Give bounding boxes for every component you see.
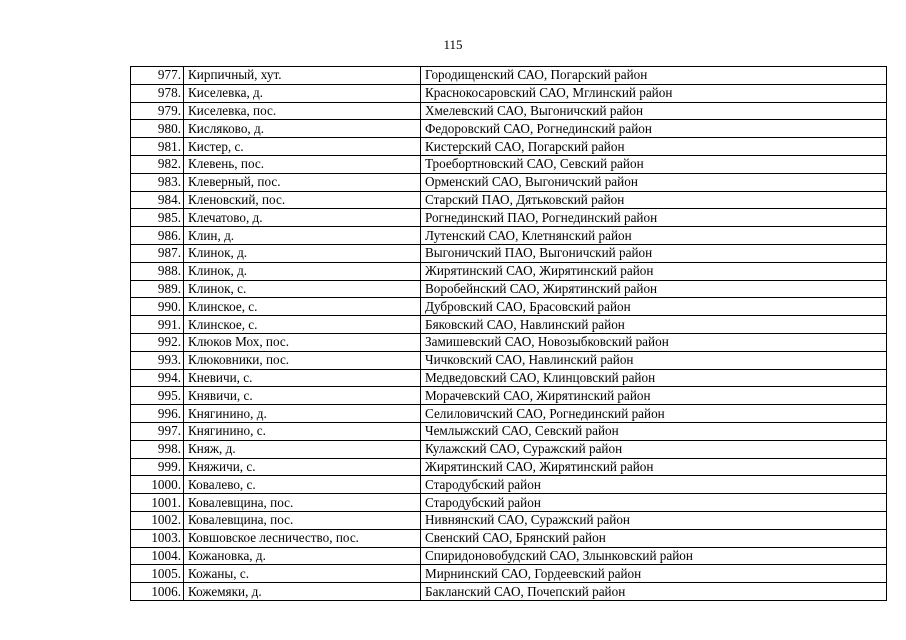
settlement-name-cell: Кожемяки, д. [184, 583, 421, 601]
row-number-cell: 987. [131, 244, 184, 262]
administration-cell: Нивнянский САО, Суражский район [421, 511, 887, 529]
settlement-name-cell: Клинское, с. [184, 316, 421, 334]
row-number-cell: 991. [131, 316, 184, 334]
administration-cell: Жирятинский САО, Жирятинский район [421, 458, 887, 476]
settlement-name-cell: Княвичи, с. [184, 387, 421, 405]
row-number-cell: 978. [131, 84, 184, 102]
table-row [131, 583, 887, 601]
administration-cell: Городищенский САО, Погарский район [421, 67, 887, 85]
table-row [131, 120, 887, 138]
table-row [131, 405, 887, 423]
settlement-name-cell: Клеверный, пос. [184, 173, 421, 191]
table-row [131, 316, 887, 334]
administration-cell: Селиловичский САО, Рогнединский район [421, 405, 887, 423]
table-row [131, 565, 887, 583]
table-row [131, 84, 887, 102]
row-number-cell: 990. [131, 298, 184, 316]
row-number-cell: 1000. [131, 476, 184, 494]
table-row [131, 67, 887, 85]
settlement-name-cell: Княгинино, с. [184, 422, 421, 440]
row-number-cell: 977. [131, 67, 184, 85]
table-row [131, 529, 887, 547]
row-number-cell: 1002. [131, 511, 184, 529]
table-body [131, 67, 887, 601]
table-row [131, 280, 887, 298]
settlement-name-cell: Клинок, с. [184, 280, 421, 298]
settlement-name-cell: Кирпичный, хут. [184, 67, 421, 85]
settlement-name-cell: Ковшовское лесничество, пос. [184, 529, 421, 547]
administration-cell: Чичковский САО, Навлинский район [421, 351, 887, 369]
table-row [131, 422, 887, 440]
table-row [131, 173, 887, 191]
row-number-cell: 1001. [131, 494, 184, 512]
row-number-cell: 979. [131, 102, 184, 120]
administration-cell: Стародубский район [421, 476, 887, 494]
settlement-name-cell: Ковалево, с. [184, 476, 421, 494]
table-row [131, 209, 887, 227]
administration-cell: Мирнинский САО, Гордеевский район [421, 565, 887, 583]
table-row [131, 511, 887, 529]
row-number-cell: 1006. [131, 583, 184, 601]
table-row [131, 458, 887, 476]
settlement-name-cell: Киселевка, д. [184, 84, 421, 102]
settlement-name-cell: Кленовский, пос. [184, 191, 421, 209]
row-number-cell: 986. [131, 227, 184, 245]
row-number-cell: 997. [131, 422, 184, 440]
table-row [131, 476, 887, 494]
table-row [131, 262, 887, 280]
administration-cell: Троебортновский САО, Севский район [421, 155, 887, 173]
row-number-cell: 996. [131, 405, 184, 423]
settlement-name-cell: Кожаны, с. [184, 565, 421, 583]
administration-cell: Стародубский район [421, 494, 887, 512]
settlement-name-cell: Кожановка, д. [184, 547, 421, 565]
settlement-name-cell: Клюковники, пос. [184, 351, 421, 369]
administration-cell: Жирятинский САО, Жирятинский район [421, 262, 887, 280]
row-number-cell: 1003. [131, 529, 184, 547]
settlement-name-cell: Клинок, д. [184, 244, 421, 262]
administration-cell: Спиридоновобудский САО, Злынковский район [421, 547, 887, 565]
settlement-name-cell: Клин, д. [184, 227, 421, 245]
row-number-cell: 998. [131, 440, 184, 458]
table-row [131, 191, 887, 209]
row-number-cell: 995. [131, 387, 184, 405]
administration-cell: Дубровский САО, Брасовский район [421, 298, 887, 316]
page-number: 115 [443, 37, 463, 52]
administration-cell: Бяковский САО, Навлинский район [421, 316, 887, 334]
table-row [131, 102, 887, 120]
row-number-cell: 989. [131, 280, 184, 298]
table-row [131, 494, 887, 512]
settlement-name-cell: Киселевка, пос. [184, 102, 421, 120]
administration-cell: Краснокосаровский САО, Мглинский район [421, 84, 887, 102]
row-number-cell: 981. [131, 138, 184, 156]
administration-cell: Федоровский САО, Рогнединский район [421, 120, 887, 138]
table-row [131, 369, 887, 387]
row-number-cell: 982. [131, 155, 184, 173]
table-row [131, 440, 887, 458]
table-row [131, 547, 887, 565]
administration-cell: Старский ПАО, Дятьковский район [421, 191, 887, 209]
administration-cell: Кулажский САО, Суражский район [421, 440, 887, 458]
row-number-cell: 994. [131, 369, 184, 387]
table-row [131, 333, 887, 351]
settlement-name-cell: Кневичи, с. [184, 369, 421, 387]
row-number-cell: 984. [131, 191, 184, 209]
table-row [131, 387, 887, 405]
administration-cell: Чемлыжский САО, Севский район [421, 422, 887, 440]
row-number-cell: 983. [131, 173, 184, 191]
administration-cell: Замишевский САО, Новозыбковский район [421, 333, 887, 351]
table-row [131, 351, 887, 369]
administration-cell: Воробейнский САО, Жирятинский район [421, 280, 887, 298]
administration-cell: Рогнединский ПАО, Рогнединский район [421, 209, 887, 227]
row-number-cell: 988. [131, 262, 184, 280]
settlement-name-cell: Княгинино, д. [184, 405, 421, 423]
row-number-cell: 1005. [131, 565, 184, 583]
row-number-cell: 980. [131, 120, 184, 138]
administration-cell: Лутенский САО, Клетнянский район [421, 227, 887, 245]
table-row [131, 298, 887, 316]
row-number-cell: 985. [131, 209, 184, 227]
administration-cell: Кистерский САО, Погарский район [421, 138, 887, 156]
settlement-name-cell: Княжичи, с. [184, 458, 421, 476]
settlement-name-cell: Клечатово, д. [184, 209, 421, 227]
settlement-name-cell: Клинок, д. [184, 262, 421, 280]
table-row [131, 138, 887, 156]
table-row [131, 244, 887, 262]
administration-cell: Морачевский САО, Жирятинский район [421, 387, 887, 405]
row-number-cell: 993. [131, 351, 184, 369]
settlement-name-cell: Ковалевщина, пос. [184, 511, 421, 529]
settlement-name-cell: Ковалевщина, пос. [184, 494, 421, 512]
administration-cell: Свенский САО, Брянский район [421, 529, 887, 547]
settlement-name-cell: Княж, д. [184, 440, 421, 458]
settlement-name-cell: Клевень, пос. [184, 155, 421, 173]
administration-cell: Бакланский САО, Почепский район [421, 583, 887, 601]
row-number-cell: 992. [131, 333, 184, 351]
settlement-name-cell: Кистер, с. [184, 138, 421, 156]
settlement-name-cell: Клинское, с. [184, 298, 421, 316]
table-row [131, 155, 887, 173]
settlements-table [130, 66, 887, 601]
administration-cell: Орменский САО, Выгоничский район [421, 173, 887, 191]
row-number-cell: 1004. [131, 547, 184, 565]
administration-cell: Хмелевский САО, Выгоничский район [421, 102, 887, 120]
settlement-name-cell: Клюков Мох, пос. [184, 333, 421, 351]
administration-cell: Медведовский САО, Клинцовский район [421, 369, 887, 387]
administration-cell: Выгоничский ПАО, Выгоничский район [421, 244, 887, 262]
row-number-cell: 999. [131, 458, 184, 476]
settlement-name-cell: Кисляково, д. [184, 120, 421, 138]
table-row [131, 227, 887, 245]
